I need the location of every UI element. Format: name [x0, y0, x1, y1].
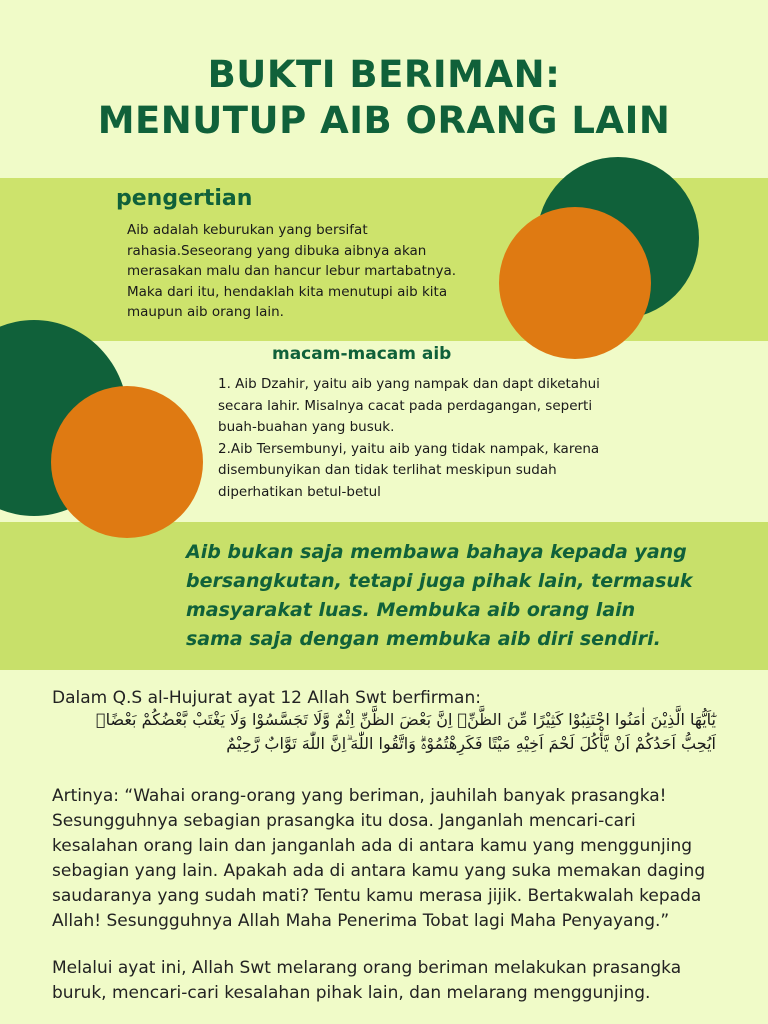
- conclusion-line: buruk, mencari-cari kesalahan pihak lain, dan melarang menggunjing.: [52, 983, 651, 1003]
- pengertian-line: Maka dari itu, hendaklah kita menutupi aib kita: [127, 283, 448, 300]
- orange-circle-decoration: [499, 207, 651, 359]
- translation-line: kesalahan orang lain dan janganlah ada di antara kamu yang menggunjing: [52, 836, 693, 856]
- translation-paragraph: [52, 784, 732, 934]
- translation-line: saudaranya yang sudah mati? Tentu kamu merasa jijik. Bertakwalah kepada: [52, 886, 702, 906]
- pengertian-line: Aib adalah keburukan yang bersifat: [127, 222, 368, 238]
- quote-line: Aib bukan saja membawa bahaya kepada yang: [186, 541, 687, 563]
- macam-line: secara lahir. Misalnya cacat pada perdagangan, seperti: [218, 397, 593, 414]
- pengertian-line: rahasia.Seseorang yang dibuka aibnya akan: [127, 242, 427, 259]
- macam-line: disembunyikan dan tidak terlihat meskipun sudah: [218, 462, 557, 478]
- translation-line: Artinya: “Wahai orang-orang yang beriman, jauhilah banyak prasangka!: [52, 786, 667, 806]
- macam-line: diperhatikan betul-betul: [218, 483, 381, 500]
- page-title: [0, 52, 768, 144]
- title-line-2: MENUTUP AIB ORANG LAIN: [97, 99, 671, 142]
- translation-line: Sesungguhnya sebagian prasangka itu dosa. Janganlah mencari-cari: [52, 811, 636, 831]
- translation-line: Allah! Sesungguhnya Allah Maha Penerima Tobat lagi Maha Penyayang.”: [52, 911, 670, 931]
- conclusion-paragraph: [52, 956, 732, 1006]
- pengertian-line: merasakan malu dan hancur lebur martabatnya.: [127, 263, 457, 279]
- title-line-1: BUKTI BERIMAN:: [207, 53, 561, 96]
- arabic-line: يٰٓاَيُّهَا الَّذِيْنَ اٰمَنُوا اجْتَنِبُوْا كَثِيْرًا مِّنَ الظَّنِّۖ اِنَّ بَعْضَ الظَّنِّ اِثْمٌ وَّلَا تَجَسَّسُوْا وَلَا يَغْتَبْ بَّعْضُكُمْ بَعْضًاۗ: [95, 710, 716, 729]
- ayat-intro: Dalam Q.S al-Hujurat ayat 12 Allah Swt berfirman:: [52, 688, 481, 708]
- quote-line: bersangkutan, tetapi juga pihak lain, termasuk: [186, 570, 693, 592]
- macam-line: buah-buahan yang busuk.: [218, 419, 395, 435]
- arabic-line: اَيُحِبُّ اَحَدُكُمْ اَنْ يَّأْكُلَ لَحْمَ اَخِيْهِ مَيْتًا فَكَرِهْتُمُوْهُۗ وَاتَّقُوا اللّٰهَ ۗاِنَّ اللّٰهَ تَوَّابٌ رَّحِيْمٌ: [226, 734, 716, 753]
- pengertian-text: [127, 220, 487, 323]
- pengertian-line: maupun aib orang lain.: [127, 304, 284, 320]
- translation-line: sebagian yang lain. Apakah ada di antara kamu yang suka memakan daging: [52, 861, 706, 881]
- macam-text: [218, 374, 628, 503]
- orange-circle-decoration-left: [51, 386, 203, 538]
- quote-line: masyarakat luas. Membuka aib orang lain: [186, 599, 636, 621]
- macam-heading: macam-macam aib: [272, 344, 452, 364]
- pengertian-heading: pengertian: [116, 186, 253, 211]
- quote-line: sama saja dengan membuka aib diri sendiri.: [186, 628, 661, 650]
- macam-line: 1. Aib Dzahir, yaitu aib yang nampak dan dapt diketahui: [218, 376, 600, 392]
- highlight-quote: [186, 538, 746, 654]
- arabic-verse: [40, 708, 716, 756]
- macam-line: 2.Aib Tersembunyi, yaitu aib yang tidak nampak, karena: [218, 440, 600, 457]
- conclusion-line: Melalui ayat ini, Allah Swt melarang orang beriman melakukan prasangka: [52, 958, 682, 978]
